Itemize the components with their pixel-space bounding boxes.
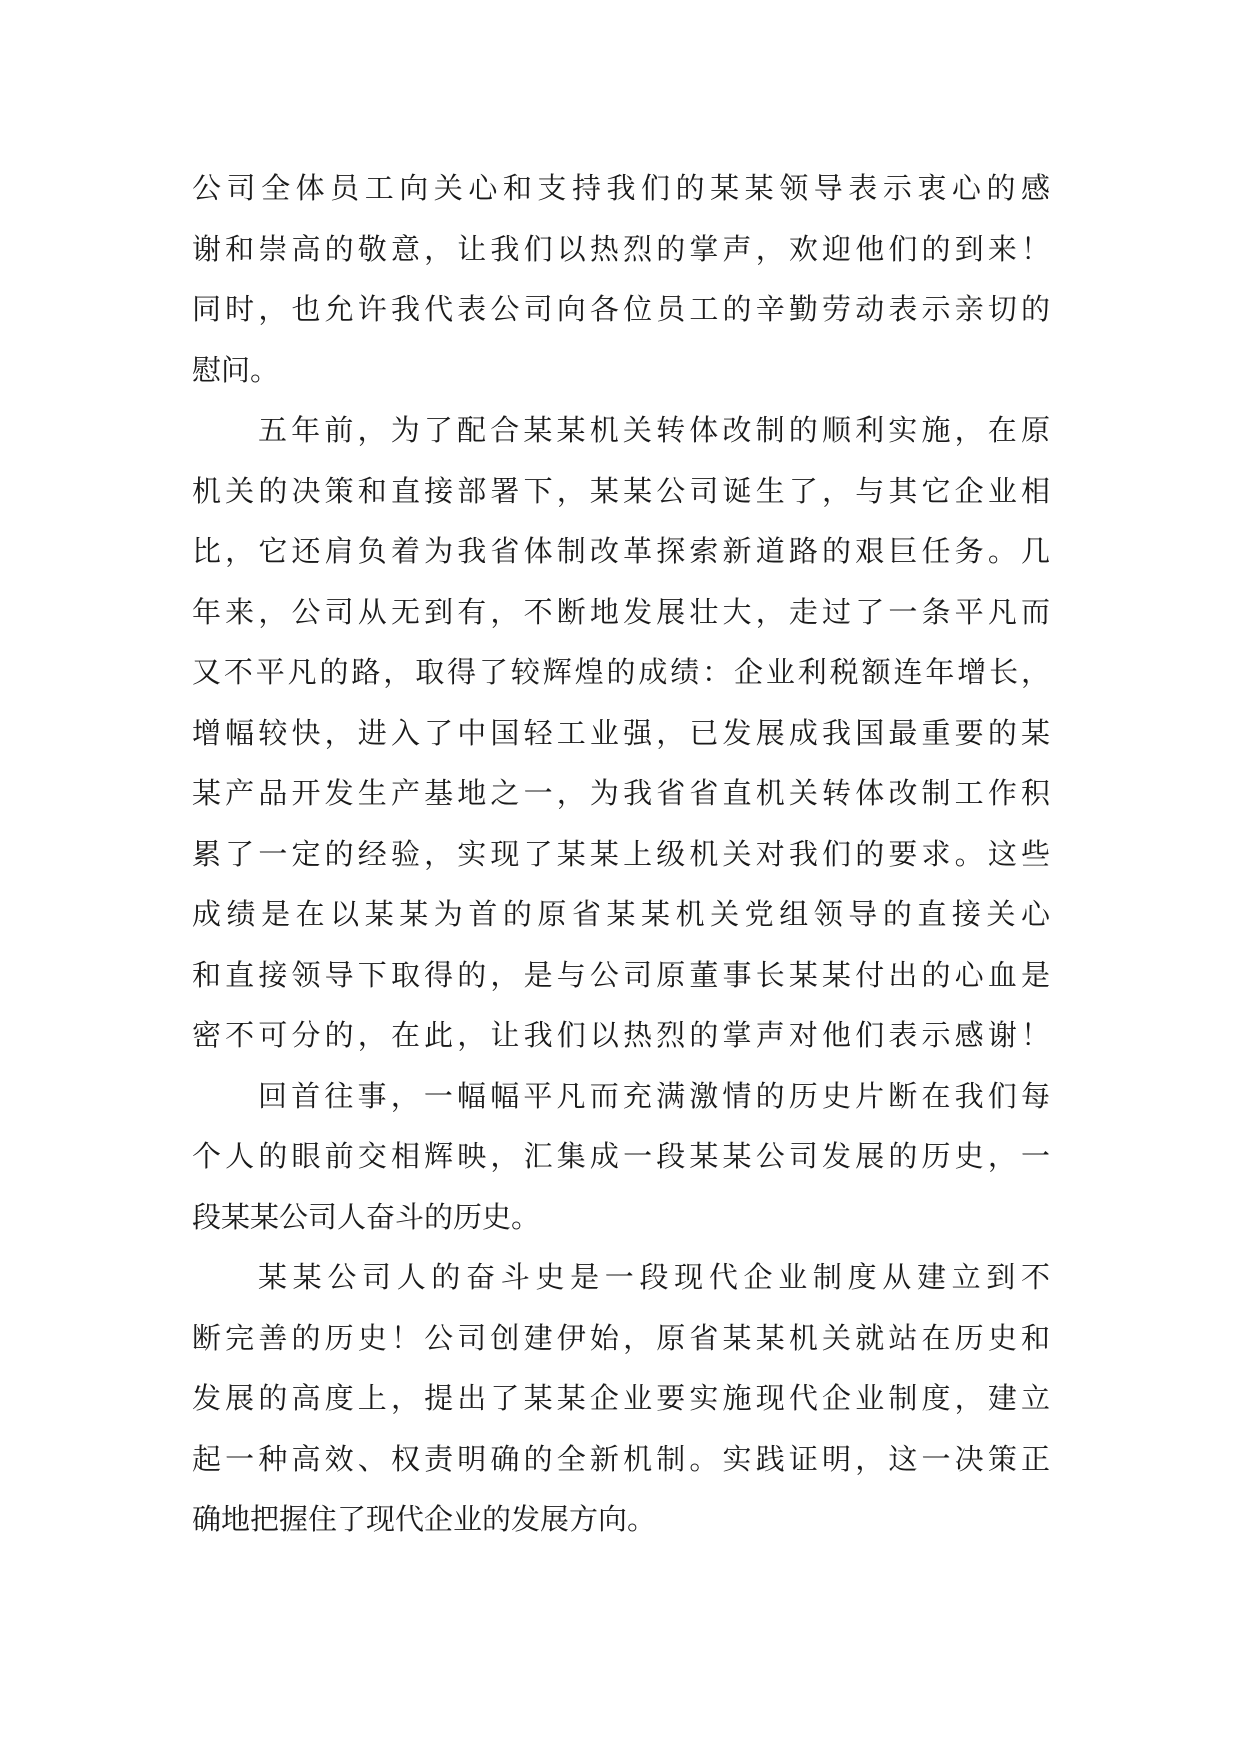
document-body <box>192 158 1050 1550</box>
text-line: 五年前，为了配合某某机关转体改制的顺利实施，在原 <box>258 413 1050 447</box>
text-line: 密不可分的，在此，让我们以热烈的掌声对他们表示感谢！ <box>192 1018 1050 1052</box>
text-line: 累了一定的经验，实现了某某上级机关对我们的要求。这些 <box>192 836 1050 871</box>
text-line: 成绩是在以某某为首的原省某某机关党组领导的直接关心 <box>192 897 1050 931</box>
text-line: 断完善的历史！公司创建伊始，原省某某机关就站在历史和 <box>192 1320 1050 1355</box>
text-line: 慰问。 <box>192 352 280 387</box>
text-line: 某产品开发生产基地之一，为我省省直机关转体改制工作积 <box>192 776 1050 810</box>
text-line: 和直接领导下取得的，是与公司原董事长某某付出的心血是 <box>192 957 1050 992</box>
paragraph-1 <box>192 158 1050 400</box>
paragraph-3 <box>192 1066 1050 1248</box>
text-line: 起一种高效、权责明确的全新机制。实践证明，这一决策正 <box>192 1441 1050 1476</box>
paragraph-4 <box>192 1247 1050 1550</box>
text-line: 谢和崇高的敬意，让我们以热烈的掌声，欢迎他们的到来！ <box>192 231 1050 266</box>
text-line: 同时，也允许我代表公司向各位员工的辛勤劳动表示亲切的 <box>192 292 1050 326</box>
text-line: 某某公司人的奋斗史是一段现代企业制度从建立到不 <box>258 1260 1050 1294</box>
text-line: 又不平凡的路，取得了较辉煌的成绩：企业利税额连年增长， <box>192 655 1050 689</box>
text-line: 发展的高度上，提出了某某企业要实施现代企业制度，建立 <box>192 1381 1050 1415</box>
text-line: 比，它还肩负着为我省体制改革探索新道路的艰巨任务。几 <box>192 534 1050 568</box>
text-line: 个人的眼前交相辉映，汇集成一段某某公司发展的历史，一 <box>192 1139 1050 1173</box>
paragraph-2 <box>192 400 1050 1066</box>
text-line: 年来，公司从无到有，不断地发展壮大，走过了一条平凡而 <box>192 594 1050 629</box>
text-line: 公司全体员工向关心和支持我们的某某领导表示衷心的感 <box>192 171 1050 205</box>
text-line: 增幅较快，进入了中国轻工业强，已发展成我国最重要的某 <box>192 715 1050 750</box>
text-line: 确地把握住了现代企业的发展方向。 <box>192 1502 657 1536</box>
text-line: 机关的决策和直接部署下，某某公司诞生了，与其它企业相 <box>192 473 1050 508</box>
text-line: 回首往事，一幅幅平凡而充满激情的历史片断在我们每 <box>258 1078 1050 1113</box>
text-line: 段某某公司人奋斗的历史。 <box>192 1199 541 1234</box>
